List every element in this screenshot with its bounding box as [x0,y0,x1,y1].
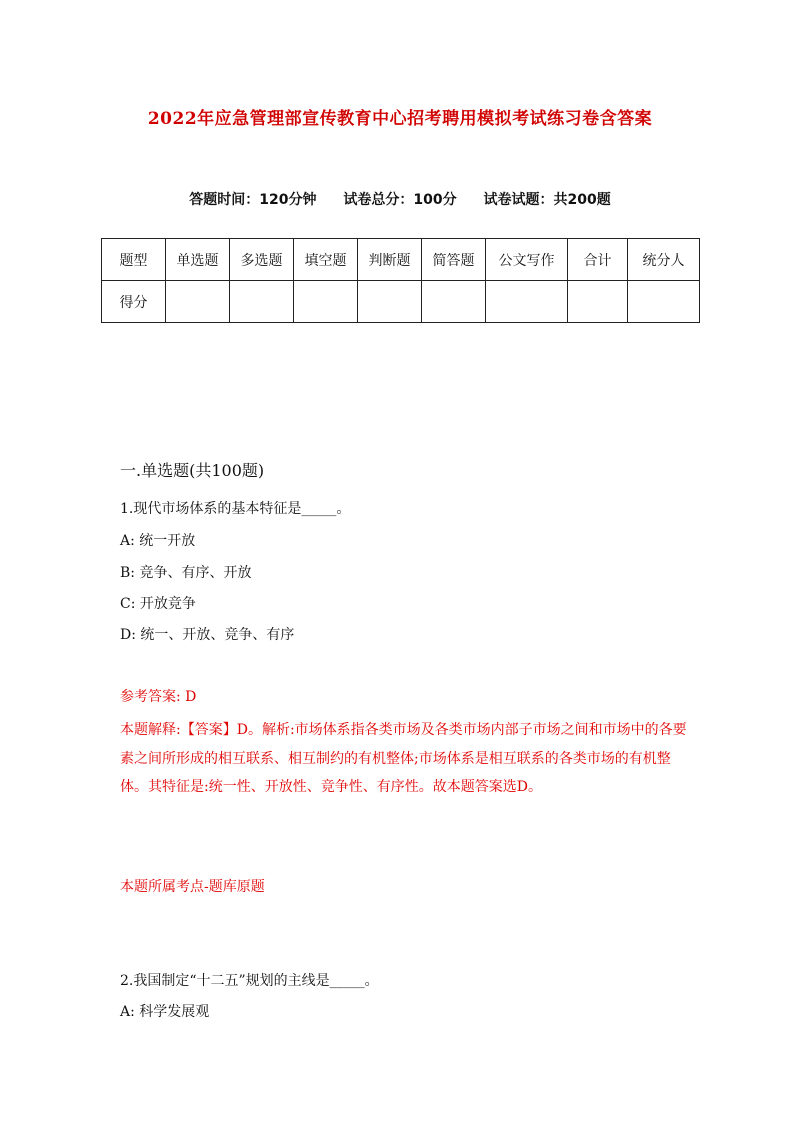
score-cell [568,281,628,323]
score-table-header-row [102,239,700,281]
question-1-option-a: A: 统一开放 [120,533,196,549]
section-heading: 一.单选题(共100题) [120,461,265,480]
header-cell: 判断题 [358,239,422,281]
exam-time: 答题时间：120分钟 [189,192,317,208]
score-cell [628,281,700,323]
row-label: 得分 [102,281,166,323]
question-1-stem: 1.现代市场体系的基本特征是_____。 [120,501,351,517]
question-1-option-d: D: 统一、开放、竞争、有序 [120,627,295,643]
score-table [101,238,700,323]
header-cell: 统分人 [628,239,700,281]
score-table-score-row [102,281,700,323]
question-2-option-a: A: 科学发展观 [120,1004,210,1020]
question-1-explanation: 本题解释:【答案】D。解析:市场体系指各类市场及各类市场内部子市场之间和市场中的各要素之间所形成的相互联系、相互制约的有机整体;市场体系是相互联系的各类市场的有机整体。其特征是:统一性、开放性、竞争性、有序性。故本题答案选D。 [120,722,687,795]
exam-question-count: 试卷试题：共200题 [483,192,611,208]
score-cell [422,281,486,323]
question-1-answer: 参考答案: D [120,689,197,705]
header-cell: 公文写作 [486,239,568,281]
exam-total-score: 试卷总分：100分 [343,192,457,208]
question-1-option-c: C: 开放竞争 [120,596,196,612]
score-cell [358,281,422,323]
header-cell: 填空题 [294,239,358,281]
header-cell: 题型 [102,239,166,281]
question-2-stem: 2.我国制定“十二五”规划的主线是_____。 [120,973,379,989]
score-cell [230,281,294,323]
exam-meta [0,189,800,209]
question-1-knowledge-point: 本题所属考点-题库原题 [120,879,265,895]
question-1-option-b: B: 竞争、有序、开放 [120,565,252,581]
header-cell: 多选题 [230,239,294,281]
header-cell: 简答题 [422,239,486,281]
header-cell: 单选题 [166,239,230,281]
header-cell: 合计 [568,239,628,281]
score-cell [486,281,568,323]
score-cell [294,281,358,323]
document-title: 2022年应急管理部宣传教育中心招考聘用模拟考试练习卷含答案 [147,109,653,129]
score-cell [166,281,230,323]
